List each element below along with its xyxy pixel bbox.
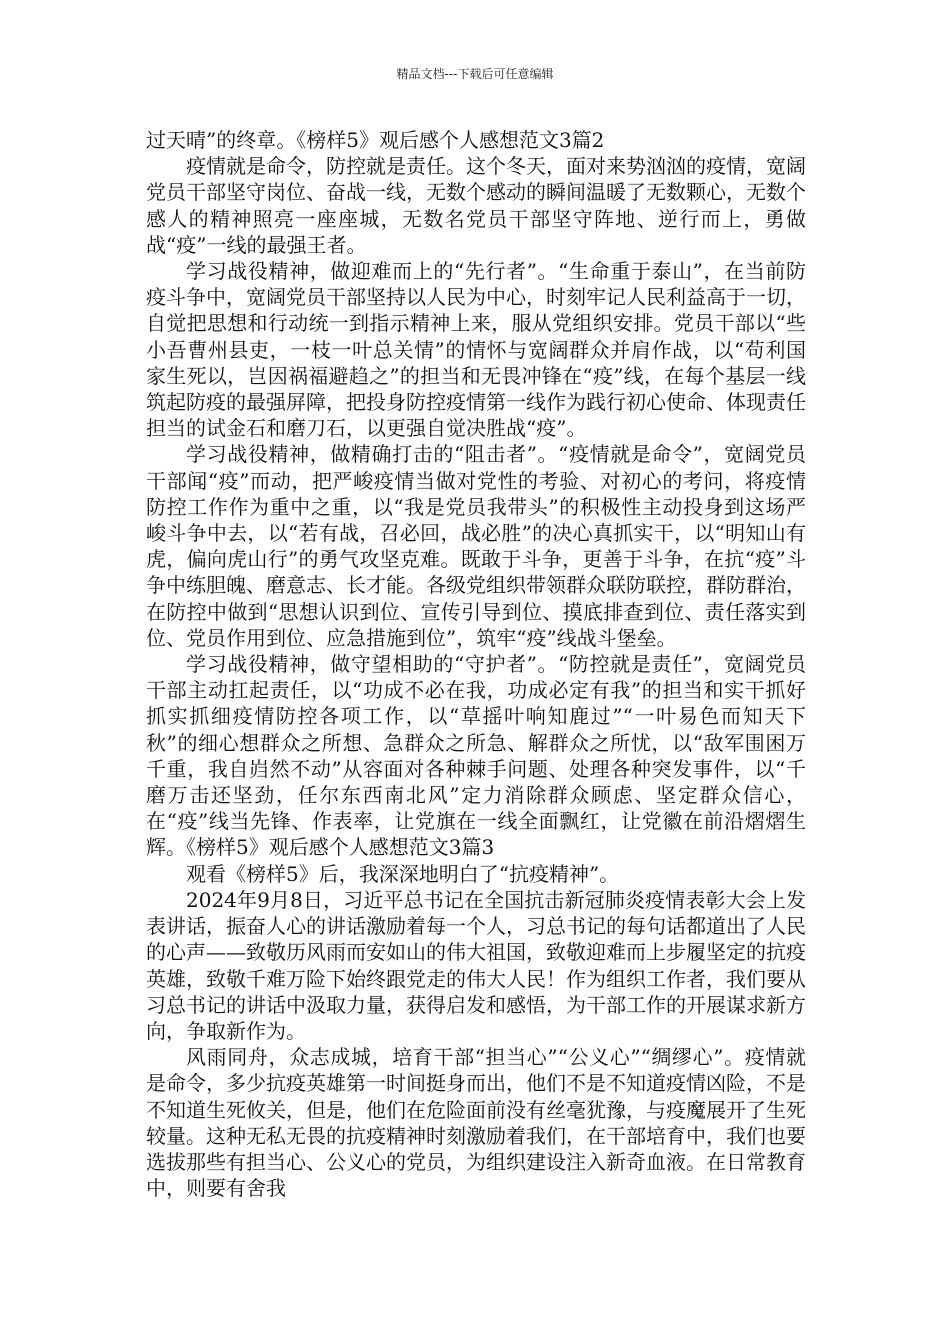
page-header: 精品文档---下载后可任意编辑 xyxy=(396,67,554,81)
paragraph-4: 学习战役精神，做精确打击的“阻击者”。“疫情就是命令”，宽阔党员干部闻“疫”而动，把严峻疫情当做对党性的考验、对初心的考问，将疫情防控工作作为重中之重，以“我是党员我带头”的积极性主动投身到这场严峻斗争中去，以“若有战，召必回，战必胜”的决心真抓实干，以“明知山有虎，偏向虎山行”的勇气攻坚克难。既敢于斗争，更善于斗争，在抗“疫”斗争中练胆魄、磨意志、长才能。各级党组织带领群众联防联控，群防群治，在防控中做到“思想认识到位、宣传引导到位、摸底排查到位、责任落实到位、党员作用到位、应急措施到位”，筑牢“疫”线战斗堡垒。 xyxy=(146,442,806,650)
document-body xyxy=(146,127,806,1201)
paragraph-3: 学习战役精神，做迎难而上的“先行者”。“生命重于泰山”，在当前防疫斗争中，宽阔党员干部坚持以人民为中心，时刻牢记人民利益高于一切，自觉把思想和行动统一到指示精神上来，服从党组织安排。党员干部以“些小吾曹州县吏，一枝一叶总关情”的情怀与宽阔群众并肩作战，以“苟利国家生死以，岂因祸福避趋之”的担当和无畏冲锋在“疫”线，在每个基层一线筑起防疫的最强屏障，把投身防控疫情第一线作为践行初心使命、体现责任担当的试金石和磨刀石，以更强自觉决胜战“疫”。 xyxy=(146,259,806,441)
paragraph-6: 观看《榜样5》后，我深深地明白了“抗疫精神”。 xyxy=(186,861,620,886)
paragraph-5: 学习战役精神，做守望相助的“守护者”。“防控就是责任”，宽阔党员干部主动扛起责任，以“功成不必在我，功成必定有我”的担当和实干抓好抓实抓细疫情防控各项工作，以“草摇叶响知鹿过”“一叶易色而知天下秋”的细心想群众之所想、急群众之所急、解群众之所忧，以“敌军围困万千重，我自岿然不动”从容面对各种棘手问题、处理各种突发事件，以“千磨万击还坚劲，任尔东西南北风”定力消除群众顾虑、坚定群众信心，在“疫”线当先锋、作表率，让党旗在一线全面飘红，让党徽在前沿熠熠生辉。《榜样5》观后感个人感想范文3篇3 xyxy=(146,652,806,860)
paragraph-2: 疫情就是命令，防控就是责任。这个冬天，面对来势汹汹的疫情，宽阔党员干部坚守岗位、奋战一线，无数个感动的瞬间温暖了无数颗心，无数个感人的精神照亮一座座城，无数名党员干部坚守阵地、逆行而上，勇做战“疫”一线的最强王者。 xyxy=(146,154,806,257)
paragraph-7: 2024年9月8日，习近平总书记在全国抗击新冠肺炎疫情表彰大会上发表讲话，振奋人心的讲话激励着每一个人，习总书记的每句话都道出了人民的心声——致敬历风雨而安如山的伟大祖国，致敬迎难而上步履坚定的抗疫英雄，致敬千难万险下始终跟党走的伟大人民！作为组织工作者，我们要从习总书记的讲话中汲取力量，获得启发和感悟，为干部工作的开展谋求新方向，争取新作为。 xyxy=(146,887,806,1043)
paragraph-1: 过天晴”的终章。《榜样5》观后感个人感想范文3篇2 xyxy=(146,128,605,152)
paragraph-8: 风雨同舟，众志成城，培育干部“担当心”“公义心”“绸缪心”。疫情就是命令，多少抗疫英雄第一时间挺身而出，他们不是不知道疫情凶险，不是不知道生死攸关，但是，他们在危险面前没有丝毫犹豫，与疫魔展开了生死较量。这种无私无畏的抗疫精神时刻激励着我们，在干部培育中，我们也要选拔那些有担当心、公义心的党员，为组织建设注入新奇血液。在日常教育中，则要有舍我 xyxy=(146,1045,806,1201)
